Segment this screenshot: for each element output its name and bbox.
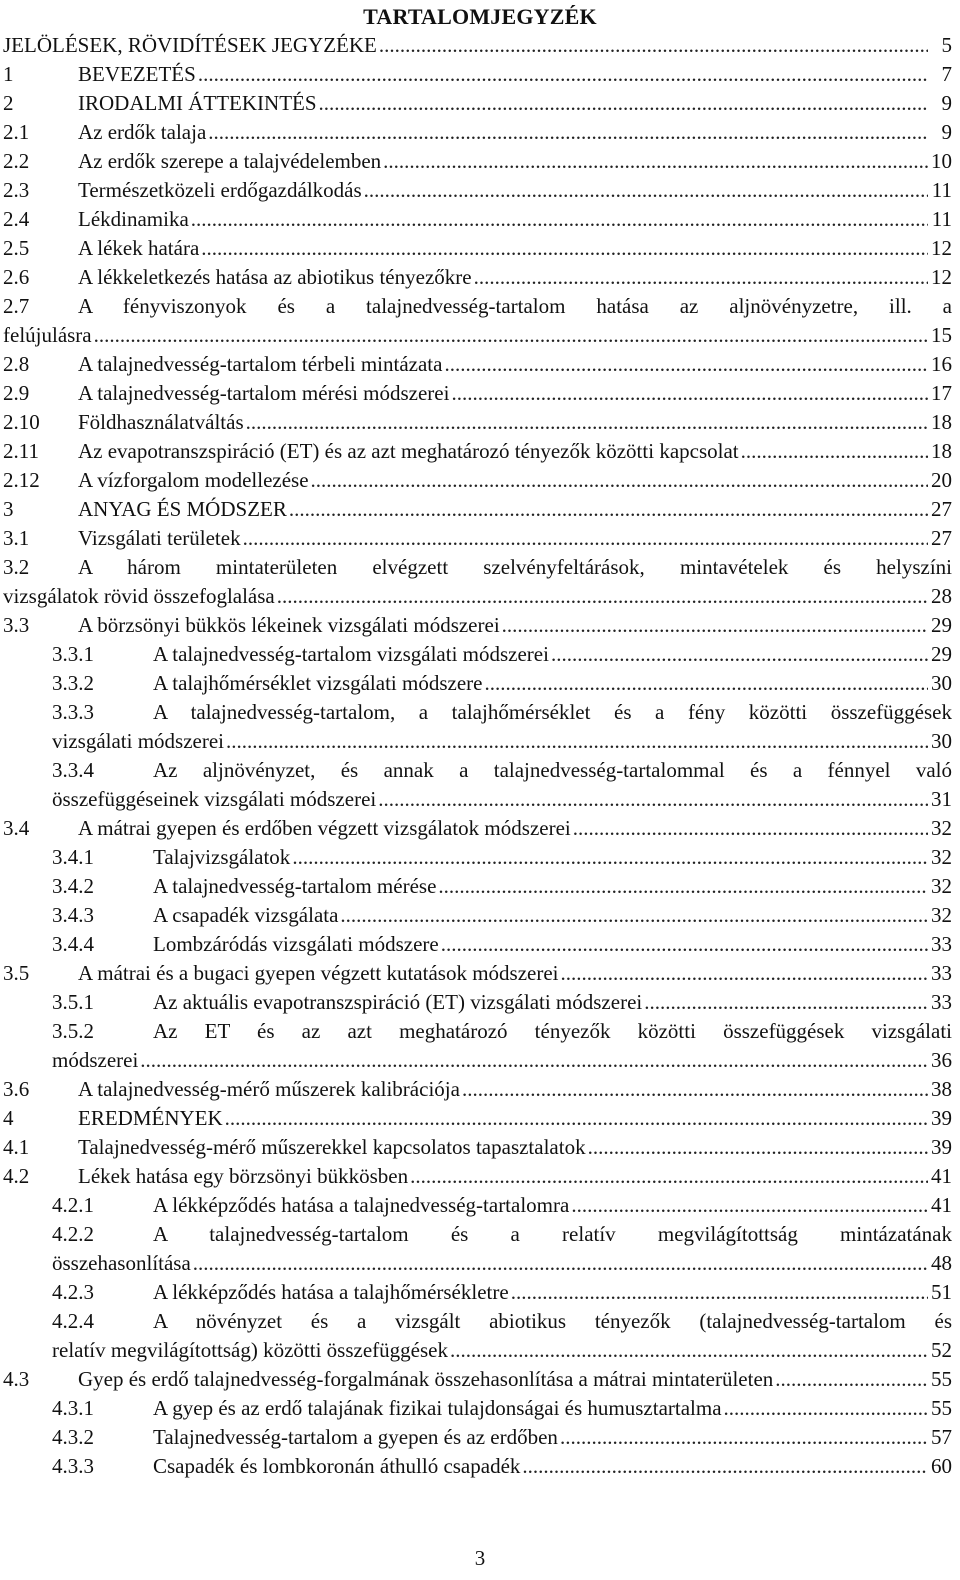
toc-entry[interactable]	[3, 553, 952, 611]
dot-leader	[340, 901, 928, 930]
toc-entry-page: 32	[931, 903, 952, 927]
toc-entry-title: A csapadék vizsgálata	[153, 903, 339, 927]
toc-entry-title: EREDMÉNYEK	[78, 1106, 223, 1130]
toc-entry-page: 16	[931, 352, 952, 376]
dot-leader	[571, 1191, 928, 1220]
toc-entry-number: 3.4.2	[52, 874, 94, 898]
toc-entry-title: A mátrai gyepen és erdőben végzett vizsgálatok módszerei	[78, 816, 571, 840]
toc-entry-page: 39	[931, 1135, 952, 1159]
toc-entry-page: 38	[931, 1077, 952, 1101]
toc-entry-number: 2.2	[3, 149, 30, 173]
toc-entry-page: 12	[931, 236, 952, 260]
dot-leader	[511, 1278, 928, 1307]
toc-entry[interactable]	[3, 1452, 952, 1481]
toc-entry-title-continuation: vizsgálati módszerei	[52, 729, 225, 753]
toc-entry[interactable]	[3, 292, 952, 350]
dot-leader	[474, 263, 928, 292]
toc-entry-title-continuation: módszerei	[52, 1048, 139, 1072]
toc-entry-number: 2.5	[3, 236, 30, 260]
toc-entry-title: Lombzáródás vizsgálati módszere	[153, 932, 439, 956]
toc-entry[interactable]	[3, 1423, 952, 1452]
toc-entry-page: 28	[931, 584, 952, 608]
dot-leader	[243, 524, 928, 553]
toc-entry-title-continuation: felújulásra	[3, 323, 92, 347]
toc-entry-number: 3.5.2	[52, 1019, 94, 1043]
toc-entry-page: 55	[931, 1367, 952, 1391]
toc-entry-number: 4	[3, 1106, 14, 1130]
toc-entry-title: JELÖLÉSEK, RÖVIDÍTÉSEK JEGYZÉKE	[3, 33, 377, 57]
dot-leader	[94, 321, 928, 350]
toc-entry-number: 3.6	[3, 1077, 30, 1101]
toc-entry[interactable]	[3, 1162, 952, 1191]
dot-leader	[588, 1133, 928, 1162]
toc-entry-page: 29	[931, 613, 952, 637]
dot-leader	[484, 669, 928, 698]
toc-entry-number: 3.3	[3, 613, 30, 637]
toc-entry-page: 52	[931, 1338, 952, 1362]
toc-entry-title: BEVEZETÉS	[78, 62, 196, 86]
toc-entry-page: 11	[931, 178, 952, 202]
toc-entry-page: 60	[931, 1454, 952, 1478]
dot-leader	[364, 176, 928, 205]
toc-entry-page: 15	[931, 323, 952, 347]
toc-entry-title: A talajnedvesség-tartalom mérési módszerei	[78, 381, 450, 405]
toc-entry-number: 2.1	[3, 120, 30, 144]
toc-entry-number: 2	[3, 91, 14, 115]
toc-entry-title: Csapadék és lombkoronán áthulló csapadék	[153, 1454, 521, 1478]
toc-entry-title: A talajnedvesség-tartalom, a talajhőmérséklet és a fény közötti összefüggések	[153, 700, 952, 724]
toc-entry-number: 3.5.1	[52, 990, 94, 1014]
toc-entry-page: 36	[931, 1048, 952, 1072]
toc-entry[interactable]	[3, 524, 952, 553]
dot-leader	[140, 1046, 928, 1075]
toc-entry-page: 51	[931, 1280, 952, 1304]
toc-entry[interactable]	[3, 60, 952, 89]
toc-entry-title: A három mintaterületen elvégzett szelvényfeltárások, mintavételek és helyszíni	[78, 555, 952, 579]
dot-leader	[438, 872, 928, 901]
toc-entry[interactable]	[3, 31, 952, 60]
toc-entry-number: 4.3.1	[52, 1396, 94, 1420]
dot-leader	[292, 843, 928, 872]
toc-entry-page: 32	[931, 845, 952, 869]
toc-entry-page: 12	[931, 265, 952, 289]
toc-entry-title: Lékek hatása egy börzsönyi bükkösben	[78, 1164, 409, 1188]
toc-entry-title: Az erdők szerepe a talajvédelemben	[78, 149, 382, 173]
toc-entry-number: 3.3.1	[52, 642, 94, 666]
toc-entry-page: 17	[931, 381, 952, 405]
dot-leader	[462, 1075, 928, 1104]
toc-entry[interactable]	[3, 466, 952, 495]
toc-entry[interactable]	[3, 1104, 952, 1133]
toc-entry-number: 3.2	[3, 555, 30, 579]
toc-entry[interactable]	[3, 89, 952, 118]
toc-entry-number: 3.4.3	[52, 903, 94, 927]
toc-entry-number: 3	[3, 497, 14, 521]
dot-leader	[522, 1452, 928, 1481]
toc-entry-page: 18	[931, 439, 952, 463]
toc-entry-title: Az aljnövényzet, és annak a talajnedvesség-tartalommal és a fénnyel való	[153, 758, 952, 782]
toc-entry-page: 11	[931, 207, 952, 231]
toc-entry-title: Az aktuális evapotranszspiráció (ET) vizsgálati módszerei	[153, 990, 643, 1014]
dot-leader	[441, 930, 928, 959]
toc-entry[interactable]	[3, 1307, 952, 1365]
dot-leader	[502, 611, 928, 640]
toc-entry-page: 48	[931, 1251, 952, 1275]
toc-entry[interactable]	[3, 669, 952, 698]
toc-entry-number: 2.12	[3, 468, 40, 492]
toc-entry-title: A talajnedvesség-tartalom mérése	[153, 874, 437, 898]
toc-entry[interactable]	[3, 408, 952, 437]
toc-entry[interactable]	[3, 959, 952, 988]
toc-entry-title: A fényviszonyok és a talajnedvesség-tartalom hatása az aljnövényzetre, ill. a	[78, 294, 952, 318]
toc-entry-number: 2.8	[3, 352, 30, 376]
toc-entry[interactable]	[3, 205, 952, 234]
toc-entry-page: 41	[931, 1193, 952, 1217]
dot-leader	[451, 379, 928, 408]
dot-leader	[741, 437, 928, 466]
toc-entry-title-continuation: vizsgálatok rövid összefoglalása	[3, 584, 275, 608]
toc-entry-page: 33	[931, 990, 952, 1014]
dot-leader	[410, 1162, 928, 1191]
toc-entry[interactable]	[3, 1394, 952, 1423]
toc-entry-page: 10	[931, 149, 952, 173]
toc-entry-title: A lékképződés hatása a talajhőmérsékletre	[153, 1280, 509, 1304]
dot-leader	[450, 1336, 928, 1365]
toc-entry-number: 4.3	[3, 1367, 30, 1391]
toc-entry[interactable]	[3, 640, 952, 669]
dot-leader	[383, 147, 928, 176]
toc-entry-title: Vizsgálati területek	[78, 526, 241, 550]
toc-entry[interactable]	[3, 234, 952, 263]
toc-entry-number: 2.7	[3, 294, 30, 318]
toc-entry-page: 7	[941, 62, 952, 86]
toc-entry-title: ANYAG ÉS MÓDSZER	[78, 497, 287, 521]
dot-leader	[198, 60, 928, 89]
toc-entry-title: Az ET és az azt meghatározó tényezők közötti összefüggések vizsgálati	[153, 1019, 952, 1043]
toc-entry-title: Talajvizsgálatok	[153, 845, 291, 869]
toc-entry-page: 29	[931, 642, 952, 666]
toc-entry-page: 55	[931, 1396, 952, 1420]
toc-entry-number: 3.3.3	[52, 700, 94, 724]
toc-entry[interactable]	[3, 1075, 952, 1104]
dot-leader	[319, 89, 928, 118]
toc-entry[interactable]	[3, 495, 952, 524]
toc-entry-title: A talajnedvesség-mérő műszerek kalibrációja	[78, 1077, 460, 1101]
toc-entry[interactable]	[3, 147, 952, 176]
toc-entry-page: 33	[931, 961, 952, 985]
toc-entry-title: Talajnedvesség-tartalom a gyepen és az erdőben	[153, 1425, 558, 1449]
toc-entry-title: A lékkeletkezés hatása az abiotikus tényezőkre	[78, 265, 472, 289]
toc-entry-title: A talajnedvesség-tartalom térbeli mintázata	[78, 352, 443, 376]
toc-entry-number: 3.4.4	[52, 932, 94, 956]
dot-leader	[560, 1423, 928, 1452]
dot-leader	[444, 350, 928, 379]
toc-entry-title: A talajnedvesség-tartalom vizsgálati módszerei	[153, 642, 549, 666]
toc-entry[interactable]	[3, 1191, 952, 1220]
dot-leader	[311, 466, 928, 495]
toc-entry-page: 31	[931, 787, 952, 811]
toc-entry-title: Földhasználatváltás	[78, 410, 244, 434]
toc-entry-page: 30	[931, 671, 952, 695]
toc-entry[interactable]	[3, 1365, 952, 1394]
toc-entry[interactable]	[3, 814, 952, 843]
page-title: TARTALOMJEGYZÉK	[363, 4, 597, 29]
toc-entry[interactable]	[3, 379, 952, 408]
dot-leader	[644, 988, 928, 1017]
toc-entry-title: A gyep és az erdő talajának fizikai tulajdonságai és humusztartalma	[153, 1396, 722, 1420]
toc-entry-title: IRODALMI ÁTTEKINTÉS	[78, 91, 317, 115]
dot-leader	[775, 1365, 928, 1394]
toc-entry-title: A lékképződés hatása a talajnedvesség-tartalomra	[153, 1193, 570, 1217]
toc-entry-number: 3.4	[3, 816, 30, 840]
toc-entry-title: A talajnedvesség-tartalom és a relatív megvilágítottság mintázatának	[153, 1222, 952, 1246]
toc-entry-title: Az erdők talaja	[78, 120, 207, 144]
toc-entry-page: 27	[931, 497, 952, 521]
toc-entry-number: 4.3.3	[52, 1454, 94, 1478]
toc-entry-page: 9	[941, 120, 952, 144]
dot-leader	[225, 1104, 928, 1133]
toc-entry-number: 2.6	[3, 265, 30, 289]
toc-entry-title: A talajhőmérséklet vizsgálati módszere	[153, 671, 483, 695]
toc-entry-page: 57	[931, 1425, 952, 1449]
toc-entry-number: 4.2.2	[52, 1222, 94, 1246]
toc-entry[interactable]	[3, 118, 952, 147]
dot-leader	[246, 408, 928, 437]
toc-entry-number: 4.3.2	[52, 1425, 94, 1449]
toc-entry[interactable]	[3, 756, 952, 814]
toc-entry[interactable]	[3, 1017, 952, 1075]
toc-entry[interactable]	[3, 263, 952, 292]
toc-entry-number: 4.2.4	[52, 1309, 94, 1333]
toc-entry-page: 30	[931, 729, 952, 753]
toc-entry-title-continuation: összehasonlítása	[52, 1251, 191, 1275]
toc-entry-number: 3.3.2	[52, 671, 94, 695]
toc-entry-title: A növényzet és a vizsgált abiotikus tényezők (talajnedvesség-tartalom és	[153, 1309, 952, 1333]
toc-entry-number: 2.10	[3, 410, 40, 434]
toc-entry-number: 4.2.1	[52, 1193, 94, 1217]
dot-leader	[193, 1249, 928, 1278]
toc-entry-number: 3.3.4	[52, 758, 94, 782]
toc-entry-number: 2.4	[3, 207, 30, 231]
toc-entry-page: 41	[931, 1164, 952, 1188]
dot-leader	[277, 582, 928, 611]
toc-entry-page: 9	[941, 91, 952, 115]
toc-entry[interactable]	[3, 176, 952, 205]
page-number: 3	[474, 1546, 486, 1570]
table-of-contents	[3, 31, 952, 1481]
toc-entry-number: 2.11	[3, 439, 39, 463]
toc-entry-title: A vízforgalom modellezése	[78, 468, 309, 492]
toc-entry-page: 33	[931, 932, 952, 956]
toc-entry-title-continuation: relatív megvilágítottság) közötti összefüggések	[52, 1338, 448, 1362]
toc-entry-number: 3.4.1	[52, 845, 94, 869]
toc-entry-number: 3.1	[3, 526, 30, 550]
dot-leader	[226, 727, 928, 756]
toc-entry-title: A börzsönyi bükkös lékeinek vizsgálati módszerei	[78, 613, 500, 637]
toc-entry[interactable]	[3, 901, 952, 930]
dot-leader	[378, 785, 928, 814]
toc-entry[interactable]	[3, 437, 952, 466]
toc-entry-number: 2.9	[3, 381, 30, 405]
toc-entry-title-continuation: összefüggéseinek vizsgálati módszerei	[52, 787, 377, 811]
toc-entry[interactable]	[3, 930, 952, 959]
toc-entry-number: 2.3	[3, 178, 30, 202]
toc-entry-number: 4.2	[3, 1164, 30, 1188]
toc-entry-title: Lékdinamika	[78, 207, 189, 231]
toc-entry[interactable]	[3, 1133, 952, 1162]
toc-entry-page: 20	[931, 468, 952, 492]
toc-entry[interactable]	[3, 843, 952, 872]
toc-entry[interactable]	[3, 611, 952, 640]
toc-entry-title: Talajnedvesség-mérő műszerekkel kapcsolatos tapasztalatok	[78, 1135, 586, 1159]
toc-entry[interactable]	[3, 872, 952, 901]
dot-leader	[724, 1394, 928, 1423]
toc-entry-title: Az evapotranszspiráció (ET) és az azt meghatározó tényezők közötti kapcsolat	[78, 439, 739, 463]
dot-leader	[573, 814, 928, 843]
toc-entry-number: 3.5	[3, 961, 30, 985]
toc-entry-number: 4.2.3	[52, 1280, 94, 1304]
dot-leader	[201, 234, 928, 263]
toc-entry[interactable]	[3, 988, 952, 1017]
toc-entry-number: 4.1	[3, 1135, 30, 1159]
toc-entry-page: 5	[941, 33, 952, 57]
dot-leader	[551, 640, 928, 669]
dot-leader	[208, 118, 928, 147]
toc-entry-page: 27	[931, 526, 952, 550]
dot-leader	[191, 205, 928, 234]
toc-entry-title: A mátrai és a bugaci gyepen végzett kutatások módszerei	[78, 961, 559, 985]
dot-leader	[379, 31, 928, 60]
toc-entry-title: Természetközeli erdőgazdálkodás	[78, 178, 362, 202]
toc-entry-page: 18	[931, 410, 952, 434]
toc-entry-page: 32	[931, 874, 952, 898]
toc-entry-title: Gyep és erdő talajnedvesség-forgalmának összehasonlítása a mátrai mintaterületen	[78, 1367, 774, 1391]
toc-entry-title: A lékek határa	[78, 236, 200, 260]
dot-leader	[289, 495, 928, 524]
toc-entry-page: 32	[931, 816, 952, 840]
dot-leader	[561, 959, 929, 988]
toc-entry[interactable]	[3, 1278, 952, 1307]
toc-entry[interactable]	[3, 698, 952, 756]
toc-entry-page: 39	[931, 1106, 952, 1130]
toc-entry[interactable]	[3, 1220, 952, 1278]
toc-entry-number: 1	[3, 62, 14, 86]
toc-entry[interactable]	[3, 350, 952, 379]
